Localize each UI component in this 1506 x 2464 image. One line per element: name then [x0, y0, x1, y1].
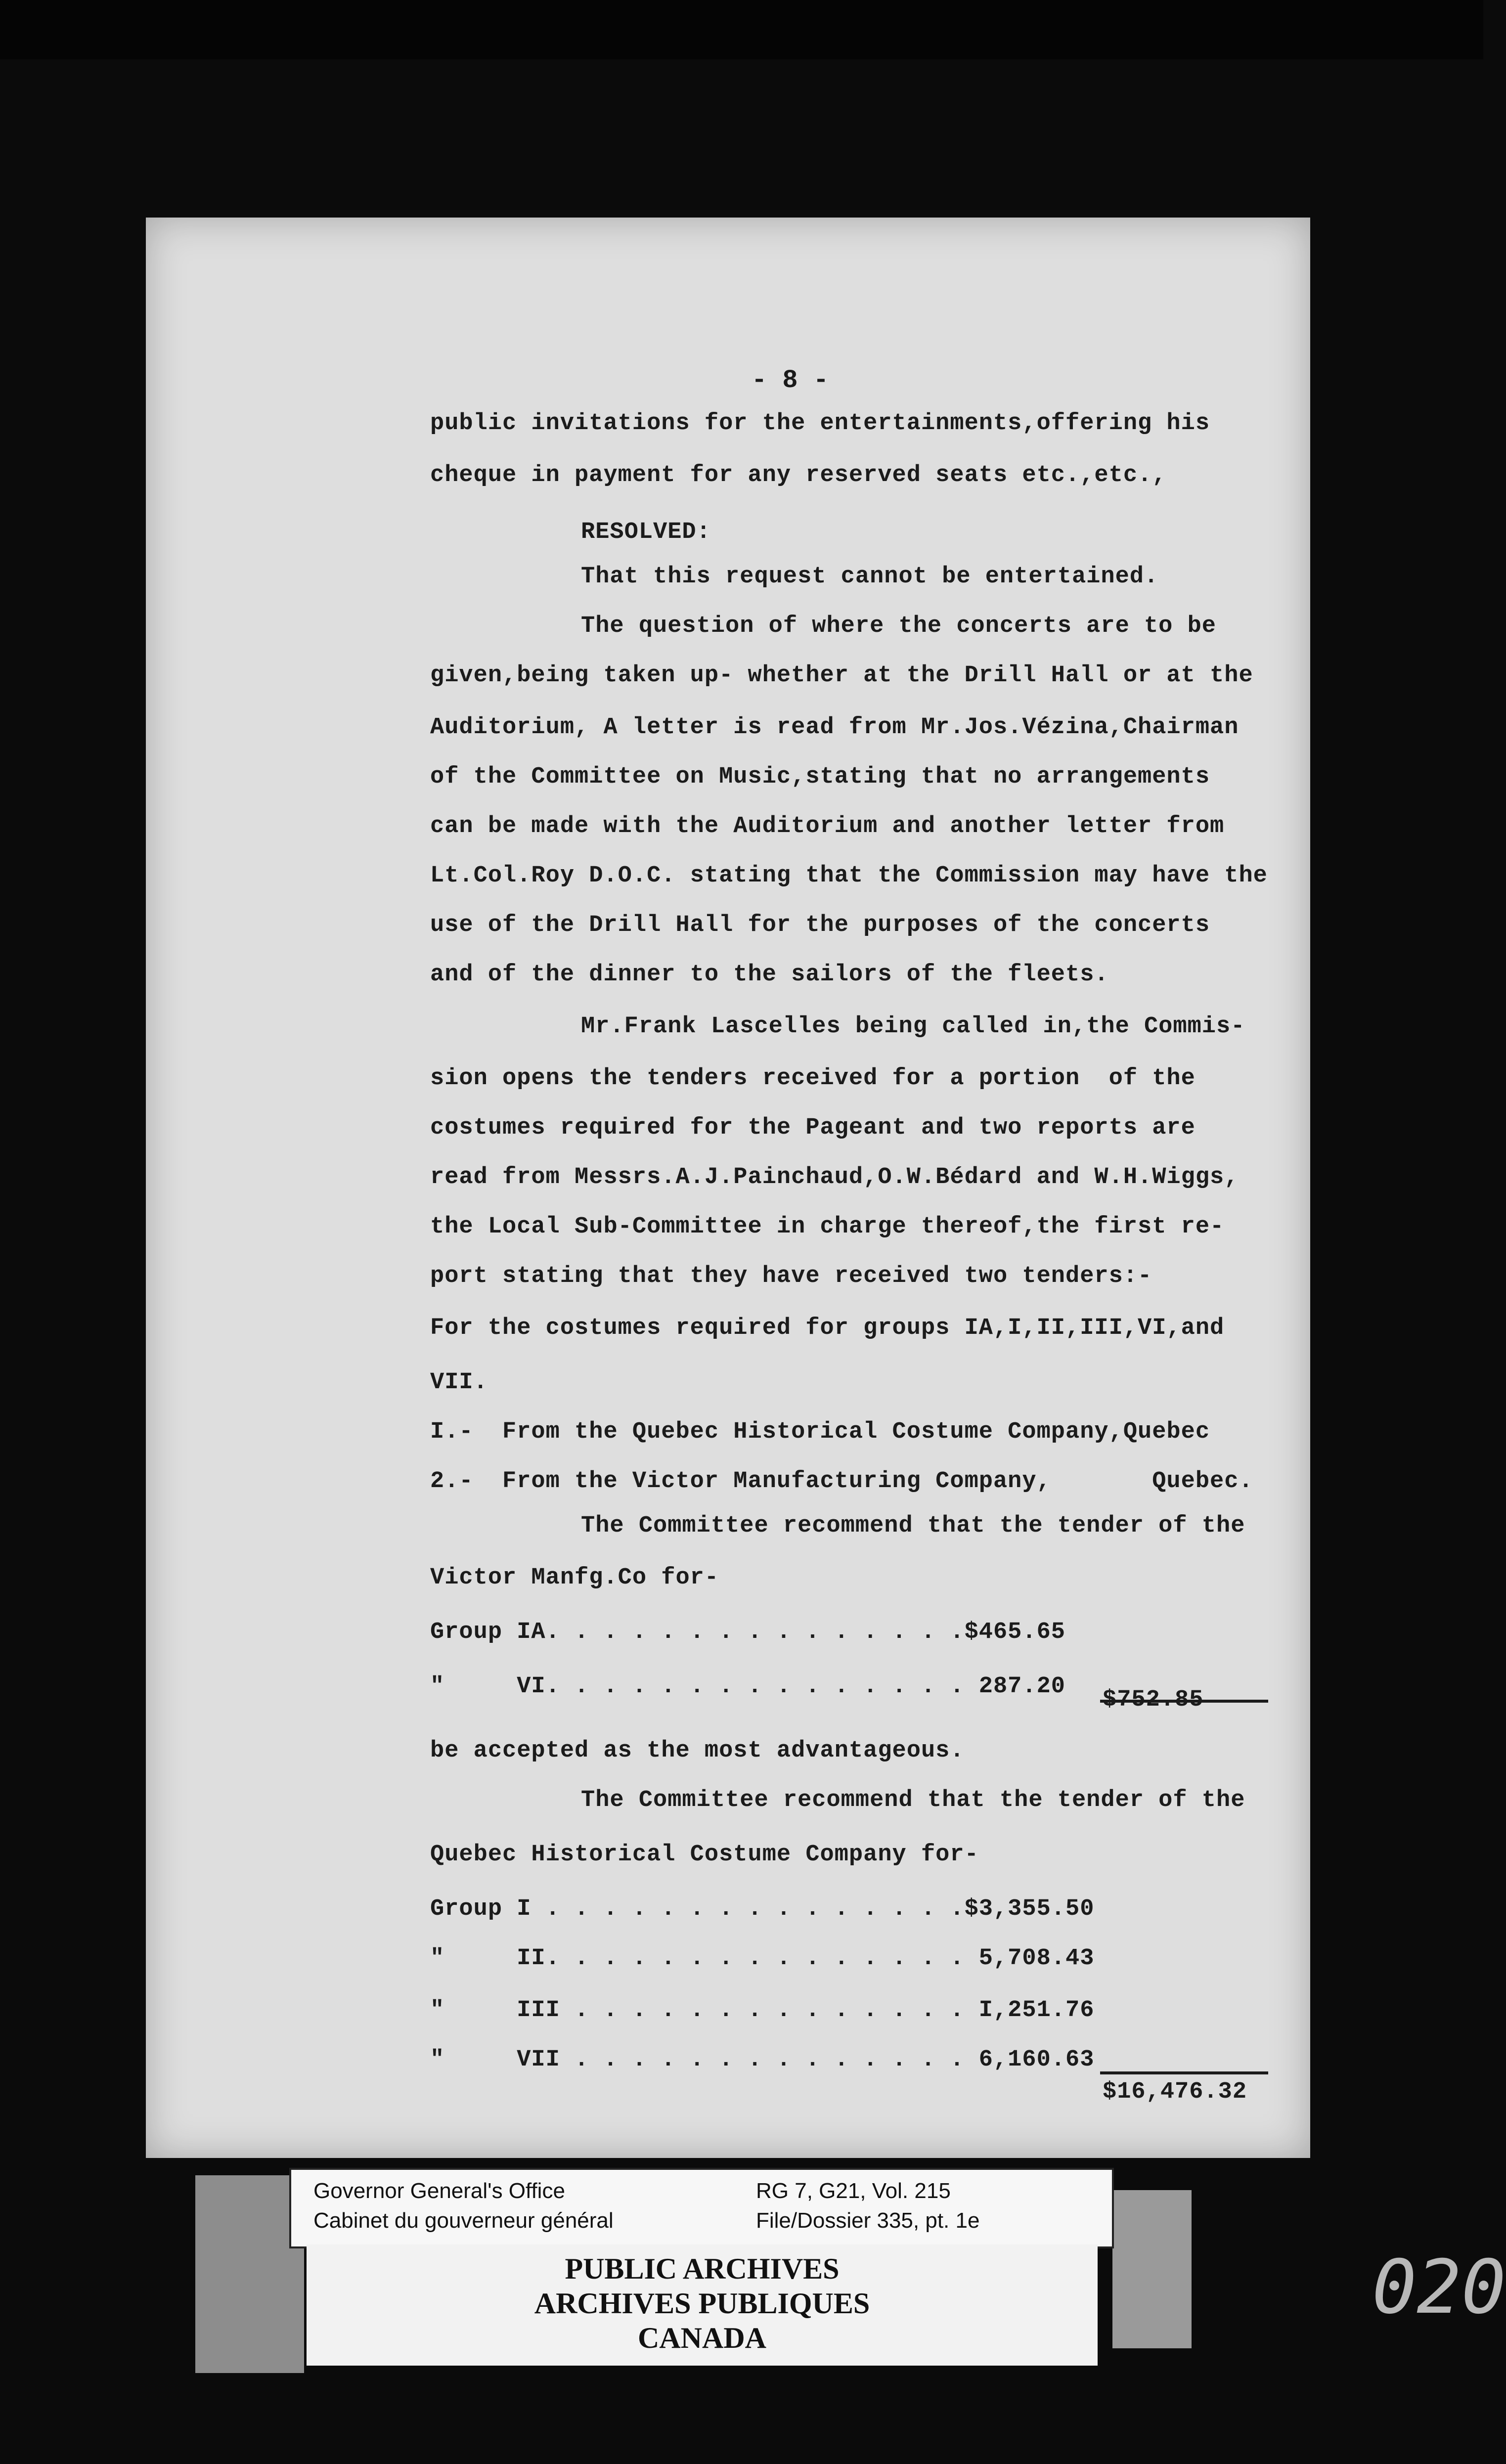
- stamp-line-country: CANADA: [638, 2322, 766, 2354]
- total-rule: [1100, 2071, 1268, 2074]
- text-line: VII.: [430, 1369, 488, 1396]
- stamp-line-en: PUBLIC ARCHIVES: [565, 2252, 840, 2285]
- cost-total: $16,476.32: [1103, 2079, 1247, 2105]
- text-line: Lt.Col.Roy D.O.C. stating that the Commission may have the: [430, 863, 1268, 889]
- archives-stamp: [307, 2244, 1098, 2366]
- cost-row: Group IA. . . . . . . . . . . . . . .$465.65: [430, 1619, 1066, 1645]
- text-line: Quebec Historical Costume Company for-: [430, 1842, 979, 1868]
- text-line: be accepted as the most advantageous.: [430, 1738, 965, 1764]
- cost-row: " VII . . . . . . . . . . . . . . 6,160.63: [430, 2047, 1095, 2073]
- text-line: The Committee recommend that the tender of the: [581, 1787, 1245, 1813]
- archive-office-fr: Cabinet du gouverneur général: [313, 2208, 614, 2233]
- text-line: use of the Drill Hall for the purposes of the concerts: [430, 912, 1210, 938]
- text-line: That this request cannot be entertained.: [581, 564, 1159, 590]
- text-line: given,being taken up- whether at the Drill Hall or at the: [430, 662, 1253, 689]
- frame-number: 020: [1372, 2244, 1506, 2331]
- text-line: For the costumes required for groups IA,I,II,III,VI,and: [430, 1315, 1225, 1341]
- text-line: costumes required for the Pageant and two reports are: [430, 1115, 1196, 1141]
- tender-item: 2.- From the Victor Manufacturing Company, Quebec.: [430, 1468, 1253, 1495]
- text-line: Victor Manfg.Co for-: [430, 1565, 719, 1591]
- cost-total: $752.85: [1103, 1687, 1204, 1713]
- text-line: Auditorium, A letter is read from Mr.Jos.Vézina,Chairman: [430, 714, 1239, 741]
- tender-item: I.- From the Quebec Historical Costume Company,Quebec: [430, 1419, 1210, 1445]
- cost-row: " II. . . . . . . . . . . . . . . 5,708.43: [430, 1945, 1095, 1972]
- text-line: public invitations for the entertainments,offering his: [430, 410, 1210, 437]
- text-line: and of the dinner to the sailors of the fleets.: [430, 962, 1109, 988]
- cost-row: Group I . . . . . . . . . . . . . . .$3,355.50: [430, 1896, 1095, 1922]
- archive-label: [289, 2168, 1114, 2248]
- text-line: cheque in payment for any reserved seats etc.,etc.,: [430, 462, 1167, 488]
- cost-row: " III . . . . . . . . . . . . . . I,251.76: [430, 1997, 1095, 2024]
- text-line: Mr.Frank Lascelles being called in,the Commis-: [581, 1013, 1245, 1040]
- stamp-line-fr: ARCHIVES PUBLIQUES: [534, 2287, 870, 2320]
- page-number: - 8 -: [752, 366, 829, 395]
- text-line: can be made with the Auditorium and another letter from: [430, 813, 1225, 839]
- text-line: sion opens the tenders received for a portion of the: [430, 1065, 1196, 1092]
- text-line: The question of where the concerts are to be: [581, 613, 1217, 639]
- film-grey-patch: [1112, 2190, 1192, 2348]
- text-line: read from Messrs.A.J.Painchaud,O.W.Bédard and W.H.Wiggs,: [430, 1164, 1239, 1190]
- text-line: port stating that they have received two tenders:-: [430, 1263, 1152, 1289]
- archive-ref-volume: RG 7, G21, Vol. 215: [756, 2179, 951, 2203]
- text-line: of the Committee on Music,stating that no arrangements: [430, 764, 1210, 790]
- resolved-heading: RESOLVED:: [581, 519, 711, 545]
- cost-row: " VI. . . . . . . . . . . . . . . 287.20: [430, 1673, 1066, 1700]
- text-line: The Committee recommend that the tender of the: [581, 1513, 1245, 1539]
- text-line: the Local Sub-Committee in charge thereof,the first re-: [430, 1214, 1225, 1240]
- archive-ref-file: File/Dossier 335, pt. 1e: [756, 2208, 980, 2233]
- archive-office-en: Governor General's Office: [313, 2179, 565, 2203]
- film-top-band: [0, 0, 1483, 59]
- film-grey-patch: [195, 2175, 304, 2373]
